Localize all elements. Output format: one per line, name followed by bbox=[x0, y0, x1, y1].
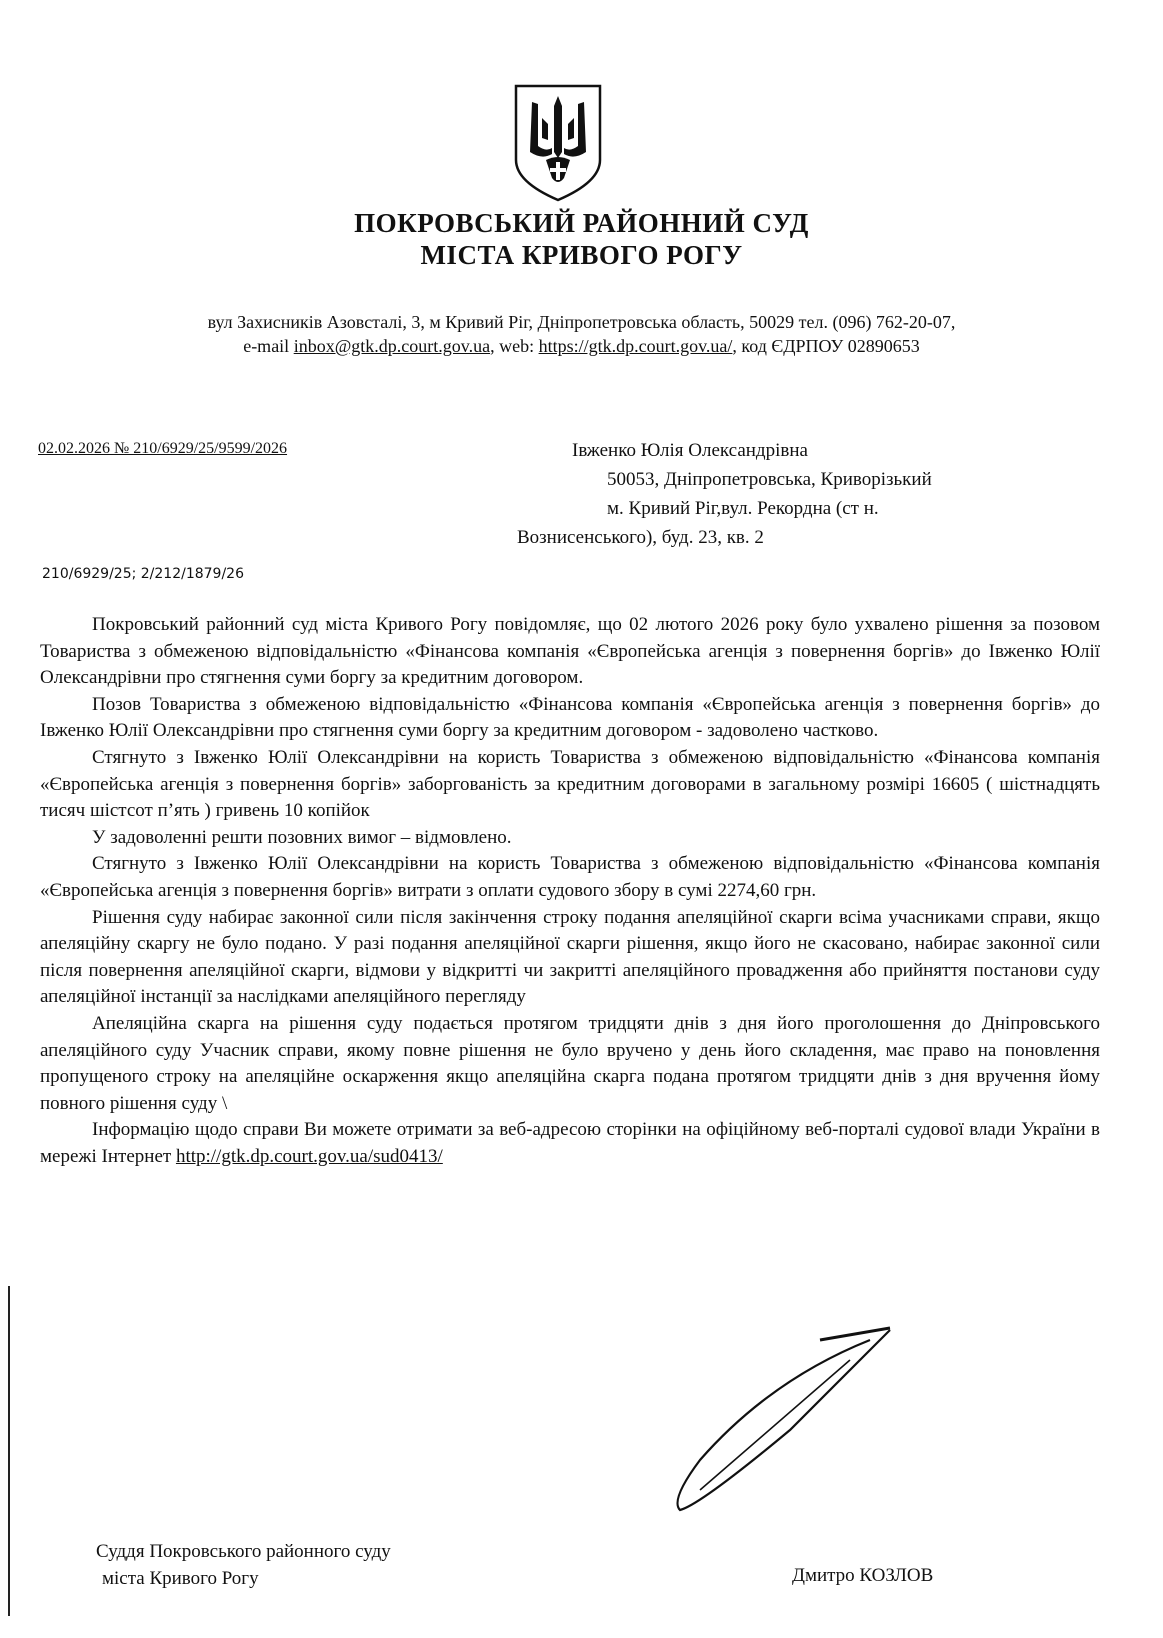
trident-coat-of-arms-icon bbox=[512, 82, 604, 202]
recipient-address-line3: Вознисенського), буд. 23, кв. 2 bbox=[517, 527, 764, 548]
recipient-address-line2: м. Кривий Ріг,вул. Рекордна (ст н. bbox=[607, 498, 879, 519]
paragraph-remaining-denied: У задоволенні решти позовних вимог – відмовлено. bbox=[92, 826, 512, 848]
paragraph-info-portal bbox=[40, 1117, 1100, 1170]
edrpou-code: , код ЄДРПОУ 02890653 bbox=[732, 336, 920, 356]
recipient-name: Івженко Юлія Олександрівна bbox=[572, 440, 808, 461]
paragraph-claim-result: Позов Товариства з обмеженою відповідальністю «Фінансова компанія «Європейська агенція з повернення боргів» до Івженко Юлії Олександрівни про стягнення суми боргу за кредитним договором - задоволено частково. bbox=[40, 693, 1100, 742]
court-name-line2: МІСТА КРИВОГО РОГУ bbox=[420, 240, 743, 270]
info-portal-text: Інформацію щодо справи Ви можете отримати за веб-адресою сторінки на офіційному веб-порталі судової влади України в мережі Інтернет bbox=[40, 1119, 1100, 1167]
case-references: 210/6929/25; 2/212/1879/26 bbox=[42, 566, 244, 582]
judge-title bbox=[96, 1538, 391, 1592]
recipient-address-line1: 50053, Дніпропетровська, Криворізький bbox=[607, 469, 932, 490]
paragraph-legal-force: Рішення суду набирає законної сили після закінчення строку подання апеляційної скарги всіма учасниками справи, якщо апеляційну скаргу не було подано. У разі подання апеляційної скарги рішення, якщо його не скасовано, набирає законної сили після повернення апеляційної скарги, відмови у відкритті чи закритті апеляційного провадження або прийняття постанови суду апеляційної інстанції за наслідками апеляційного перегляду bbox=[40, 906, 1100, 1008]
email-label: e-mail bbox=[243, 336, 294, 356]
scan-margin-line bbox=[8, 1286, 10, 1616]
case-portal-link[interactable]: http://gtk.dp.court.gov.ua/sud0413/ bbox=[175, 1145, 443, 1167]
paragraph-decision-notice: Покровський районний суд міста Кривого Рогу повідомляє, що 02 лютого 2026 року було ухвалено рішення за позовом Товариства з обмеженою відповідальністю «Фінансова компанія «Європейська агенція з повернення боргів» до Івженко Юлії Олександрівни про стягнення суми боргу за кредитним договором. bbox=[40, 614, 1100, 689]
email-link[interactable]: inbox@gtk.dp.court.gov.ua bbox=[293, 336, 491, 356]
web-label: , web: bbox=[490, 336, 539, 356]
paragraph-court-fee: Стягнуто з Івженко Юлії Олександрівни на користь Товариства з обмеженою відповідальністю «Фінансова компанія «Європейська агенція з повернення боргів» витрати з оплати судового збору в сумі 2274,60 грн. bbox=[40, 853, 1100, 901]
letter-body bbox=[40, 612, 1100, 1170]
web-link[interactable]: https://gtk.dp.court.gov.ua/ bbox=[538, 336, 733, 356]
handwritten-signature-icon bbox=[640, 1320, 980, 1520]
outgoing-reference: 02.02.2026 № 210/6929/25/9599/2026 bbox=[38, 440, 288, 457]
court-name-line1: ПОКРОВСЬКИЙ РАЙОННИЙ СУД bbox=[354, 208, 809, 238]
court-contacts bbox=[0, 334, 1163, 358]
judge-title-line2: міста Кривого Рогу bbox=[102, 1568, 259, 1589]
judge-title-line1: Суддя Покровського районного суду bbox=[96, 1541, 391, 1562]
court-address: вул Захисників Азовсталі, 3, м Кривий Ріг, Дніпропетровська область, 50029 тел. (096) 762-20-07, bbox=[207, 312, 956, 332]
judge-name: Дмитро КОЗЛОВ bbox=[792, 1565, 934, 1586]
paragraph-appeal: Апеляційна скарга на рішення суду подається протягом тридцяти днів з дня його проголошення до Дніпровського апеляційного суду Учасник справи, якому повне рішення не було вручено у день його складення, має право на поновлення пропущеного строку на апеляційне оскарження якщо апеляційна скарга подана протягом тридцяти днів з дня вручення йому повного рішення суду \ bbox=[40, 1012, 1100, 1114]
paragraph-debt-recovered: Стягнуто з Івженко Юлії Олександрівни на користь Товариства з обмеженою відповідальністю «Фінансова компанія «Європейська агенція з повернення боргів» заборгованість за кредитним договорами в загальному розмірі 16605 ( шістнадцять тисяч шістсот п’ять ) гривень 10 копійок bbox=[40, 746, 1100, 822]
